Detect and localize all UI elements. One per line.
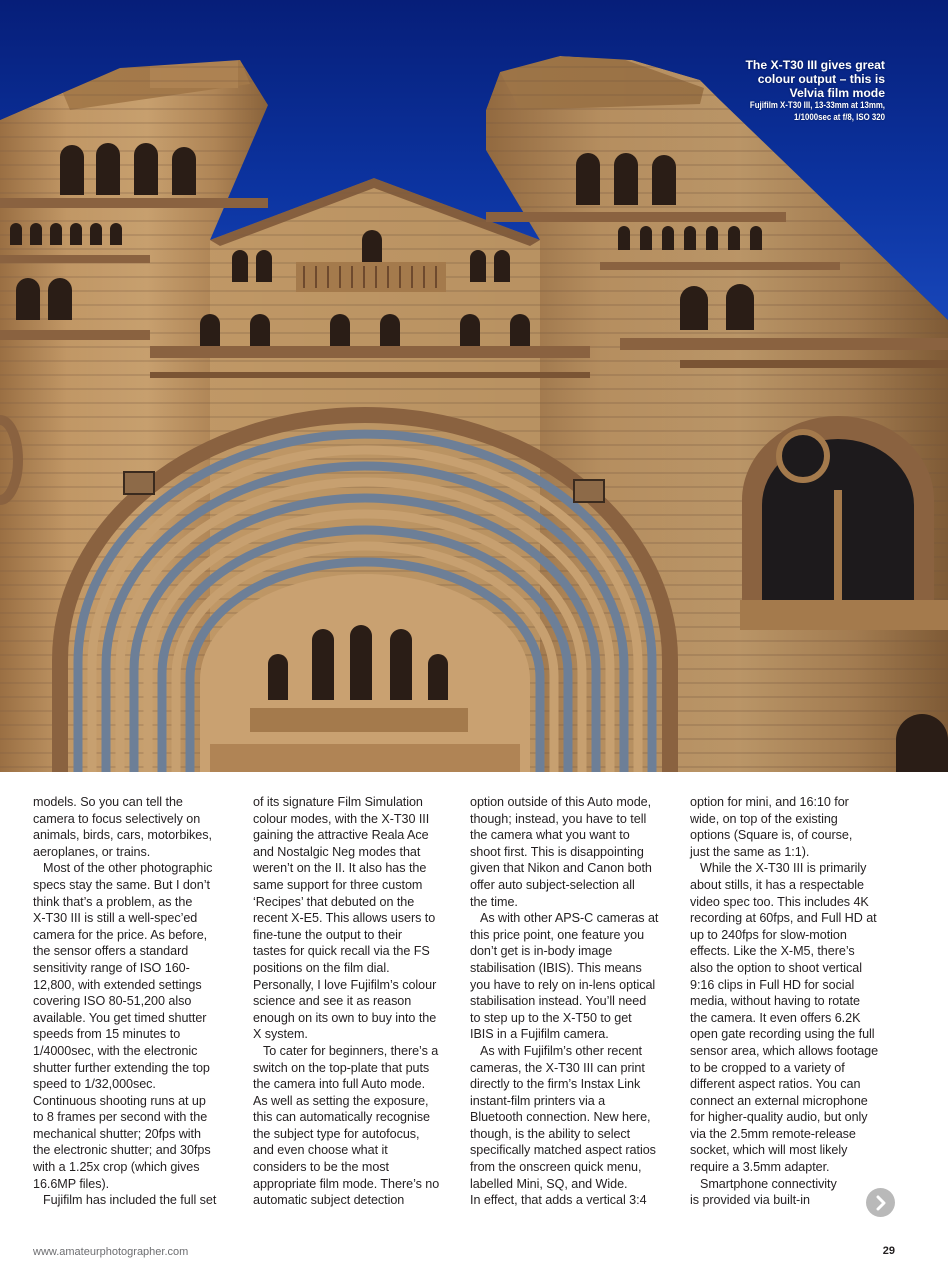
text-line: ‘Recipes’ that debuted on the bbox=[253, 894, 415, 909]
text-line: fine-tune the output to their bbox=[253, 927, 403, 942]
caption-detail-line: Fujifilm X-T30 III, 13-33mm at 13mm, bbox=[749, 100, 885, 111]
text-line: directly to the firm’s Instax Link bbox=[470, 1077, 641, 1092]
text-line: models. So you can tell the bbox=[33, 795, 183, 809]
text-line: As well as setting the exposure, bbox=[253, 1093, 429, 1108]
text-line: 16.6MP files). bbox=[33, 1176, 110, 1191]
text-line: though; instead, you have to tell bbox=[470, 811, 647, 826]
text-line: cameras, the X-T30 III can print bbox=[470, 1060, 645, 1075]
text-line: and Nostalgic Neg modes that bbox=[253, 844, 421, 859]
text-line: aeroplanes, or trains. bbox=[33, 844, 151, 859]
text-line: recent X-E5. This allows users to bbox=[253, 911, 436, 926]
text-line: the sensor offers a standard bbox=[33, 944, 189, 959]
text-line: the time. bbox=[470, 894, 518, 909]
text-line: 9:16 clips in Full HD for social bbox=[690, 977, 855, 992]
text-line: switch on the top-plate that puts bbox=[253, 1060, 430, 1075]
text-line: positions on the film dial. bbox=[253, 960, 390, 975]
text-line: via the 2.5mm remote-release bbox=[690, 1126, 856, 1141]
text-line: camera for the price. As before, bbox=[33, 927, 208, 942]
text-line: same support for three custom bbox=[253, 877, 423, 892]
caption-heading-line: Velvia film mode bbox=[789, 86, 885, 100]
paragraph-start-line: Smartphone connectivity bbox=[700, 1176, 837, 1191]
text-line: 1/4000sec, with the electronic bbox=[33, 1043, 198, 1058]
paragraph-start-line: While the X-T30 III is primarily bbox=[700, 861, 867, 876]
text-line: considers to be the most bbox=[253, 1160, 390, 1175]
paragraph-start-line: Most of the other photographic bbox=[43, 861, 213, 876]
text-line: media, without having to rotate bbox=[690, 994, 860, 1009]
text-line: science and see it as reason bbox=[253, 994, 412, 1009]
text-line: appropriate film mode. There’s no bbox=[253, 1176, 440, 1191]
photo-caption bbox=[585, 58, 885, 124]
text-line: camera to focus selectively on bbox=[33, 811, 201, 826]
text-line: shutter further extending the top bbox=[33, 1060, 210, 1075]
text-line: open gate recording using the full bbox=[690, 1027, 875, 1042]
text-line: up to 240fps for slow-motion bbox=[690, 927, 847, 942]
article-column-2 bbox=[253, 794, 463, 1222]
text-line: tastes for quick recall via the FS bbox=[253, 944, 430, 959]
text-line: given that Nikon and Canon both bbox=[470, 861, 652, 876]
text-line: Personally, I love Fujifilm’s colour bbox=[253, 977, 437, 992]
text-line: colour modes, with the X-T30 III bbox=[253, 811, 430, 826]
text-line: In effect, that adds a vertical 3:4 bbox=[470, 1193, 647, 1208]
article-column-4 bbox=[690, 794, 900, 1222]
text-line: speeds from 15 minutes to bbox=[33, 1027, 181, 1042]
text-line: also the option to shoot vertical bbox=[690, 960, 862, 975]
text-line: to be cropped to a variety of bbox=[690, 1060, 845, 1075]
caption-heading-line: The X-T30 III gives great bbox=[745, 58, 885, 72]
text-line: this can automatically recognise bbox=[253, 1110, 430, 1125]
text-line: video spec too. This includes 4K bbox=[690, 894, 869, 909]
paragraph-start-line: To cater for beginners, there’s a bbox=[263, 1043, 439, 1058]
text-line: speed to 1/32,000sec. bbox=[33, 1077, 156, 1092]
text-line: the subject type for autofocus, bbox=[253, 1126, 420, 1141]
text-line: instant-film printers via a bbox=[470, 1093, 606, 1108]
text-line: enough on its own to buy into the bbox=[253, 1010, 437, 1025]
text-line: different aspect ratios. You can bbox=[690, 1077, 861, 1092]
paragraph-start-line: As with other APS-C cameras at bbox=[480, 911, 659, 926]
text-line: though, is the ability to select bbox=[470, 1126, 631, 1141]
text-line: covering ISO 80-51,200 also bbox=[33, 994, 192, 1009]
text-line: specifically matched aspect ratios bbox=[470, 1143, 656, 1158]
paragraph-start-line: As with Fujifilm’s other recent bbox=[480, 1043, 642, 1058]
text-line: the camera. It even offers 6.2K bbox=[690, 1010, 861, 1025]
text-line: specs stay the same. But I don’t bbox=[33, 877, 210, 892]
text-line: shoot first. This is disappointing bbox=[470, 844, 644, 859]
text-line: 12,800, with extended settings bbox=[33, 977, 202, 992]
footer-website-url: www.amateurphotographer.com bbox=[33, 1246, 189, 1258]
caption-heading-line: colour output – this is bbox=[757, 72, 885, 86]
text-line: with a 1.25x crop (which gives bbox=[33, 1160, 200, 1175]
text-line: socket, which will most likely bbox=[690, 1143, 848, 1158]
article-column-1 bbox=[33, 794, 243, 1222]
text-line: labelled Mini, SQ, and Wide. bbox=[470, 1176, 628, 1191]
text-line: weren’t on the II. It also has the bbox=[253, 861, 427, 876]
text-line: think that’s a problem, as the bbox=[33, 894, 193, 909]
text-line: is provided via built-in bbox=[690, 1193, 810, 1208]
text-line: options (Square is, of course, bbox=[690, 828, 853, 843]
text-line: the electronic shutter; and 30fps bbox=[33, 1143, 211, 1158]
text-line: sensor area, which allows footage bbox=[690, 1043, 879, 1058]
text-line: connect an external microphone bbox=[690, 1093, 868, 1108]
text-line: just the same as 1:1). bbox=[690, 844, 810, 859]
text-line: and even choose what it bbox=[253, 1143, 388, 1158]
chevron-right-icon bbox=[873, 1195, 889, 1211]
text-line: stabilisation instead. You’ll need bbox=[470, 994, 647, 1009]
text-line: X-T30 III is still a well-spec’ed bbox=[33, 911, 198, 926]
text-line: sensitivity range of ISO 160- bbox=[33, 960, 190, 975]
text-line: animals, birds, cars, motorbikes, bbox=[33, 828, 212, 843]
text-line: mechanical shutter; 20fps with bbox=[33, 1126, 201, 1141]
text-line: you have to rely on in-lens optical bbox=[470, 977, 656, 992]
text-line: automatic subject detection bbox=[253, 1193, 405, 1208]
text-line: the camera what you want to bbox=[470, 828, 630, 843]
text-line: X system. bbox=[253, 1027, 308, 1042]
text-line: option for mini, and 16:10 for bbox=[690, 795, 849, 809]
article-column-3 bbox=[470, 794, 680, 1222]
page-number: 29 bbox=[882, 1245, 895, 1257]
text-line: wide, on top of the existing bbox=[690, 811, 838, 826]
text-line: about stills, it has a respectable bbox=[690, 877, 865, 892]
text-line: of its signature Film Simulation bbox=[253, 795, 423, 809]
text-line: from the onscreen quick menu, bbox=[470, 1160, 642, 1175]
article-body bbox=[33, 794, 911, 1222]
next-page-arrow-button[interactable] bbox=[866, 1188, 895, 1217]
text-line: Bluetooth connection. New here, bbox=[470, 1110, 651, 1125]
text-line: for higher-quality audio, but only bbox=[690, 1110, 868, 1125]
text-line: don’t get is in-body image bbox=[470, 944, 613, 959]
text-line: require a 3.5mm adapter. bbox=[690, 1160, 830, 1175]
text-line: available. You get timed shutter bbox=[33, 1010, 207, 1025]
text-line: offer auto subject-selection all bbox=[470, 877, 635, 892]
text-line: IBIS in a Fujifilm camera. bbox=[470, 1027, 609, 1042]
paragraph-start-line: Fujifilm has included the full set bbox=[43, 1193, 217, 1208]
text-line: stabilisation (IBIS). This means bbox=[470, 960, 642, 975]
text-line: to step up to the X-T50 to get bbox=[470, 1010, 632, 1025]
text-line: effects. Like the X-M5, there’s bbox=[690, 944, 855, 959]
caption-detail-line: 1/1000sec at f/8, ISO 320 bbox=[794, 112, 885, 123]
text-line: the camera into full Auto mode. bbox=[253, 1077, 426, 1092]
text-line: this price point, one feature you bbox=[470, 927, 645, 942]
text-line: Continuous shooting runs at up bbox=[33, 1093, 206, 1108]
text-line: gaining the attractive Reala Ace bbox=[253, 828, 429, 843]
text-line: recording at 60fps, and Full HD at bbox=[690, 911, 877, 926]
text-line: to 8 frames per second with the bbox=[33, 1110, 208, 1125]
text-line: option outside of this Auto mode, bbox=[470, 795, 652, 809]
